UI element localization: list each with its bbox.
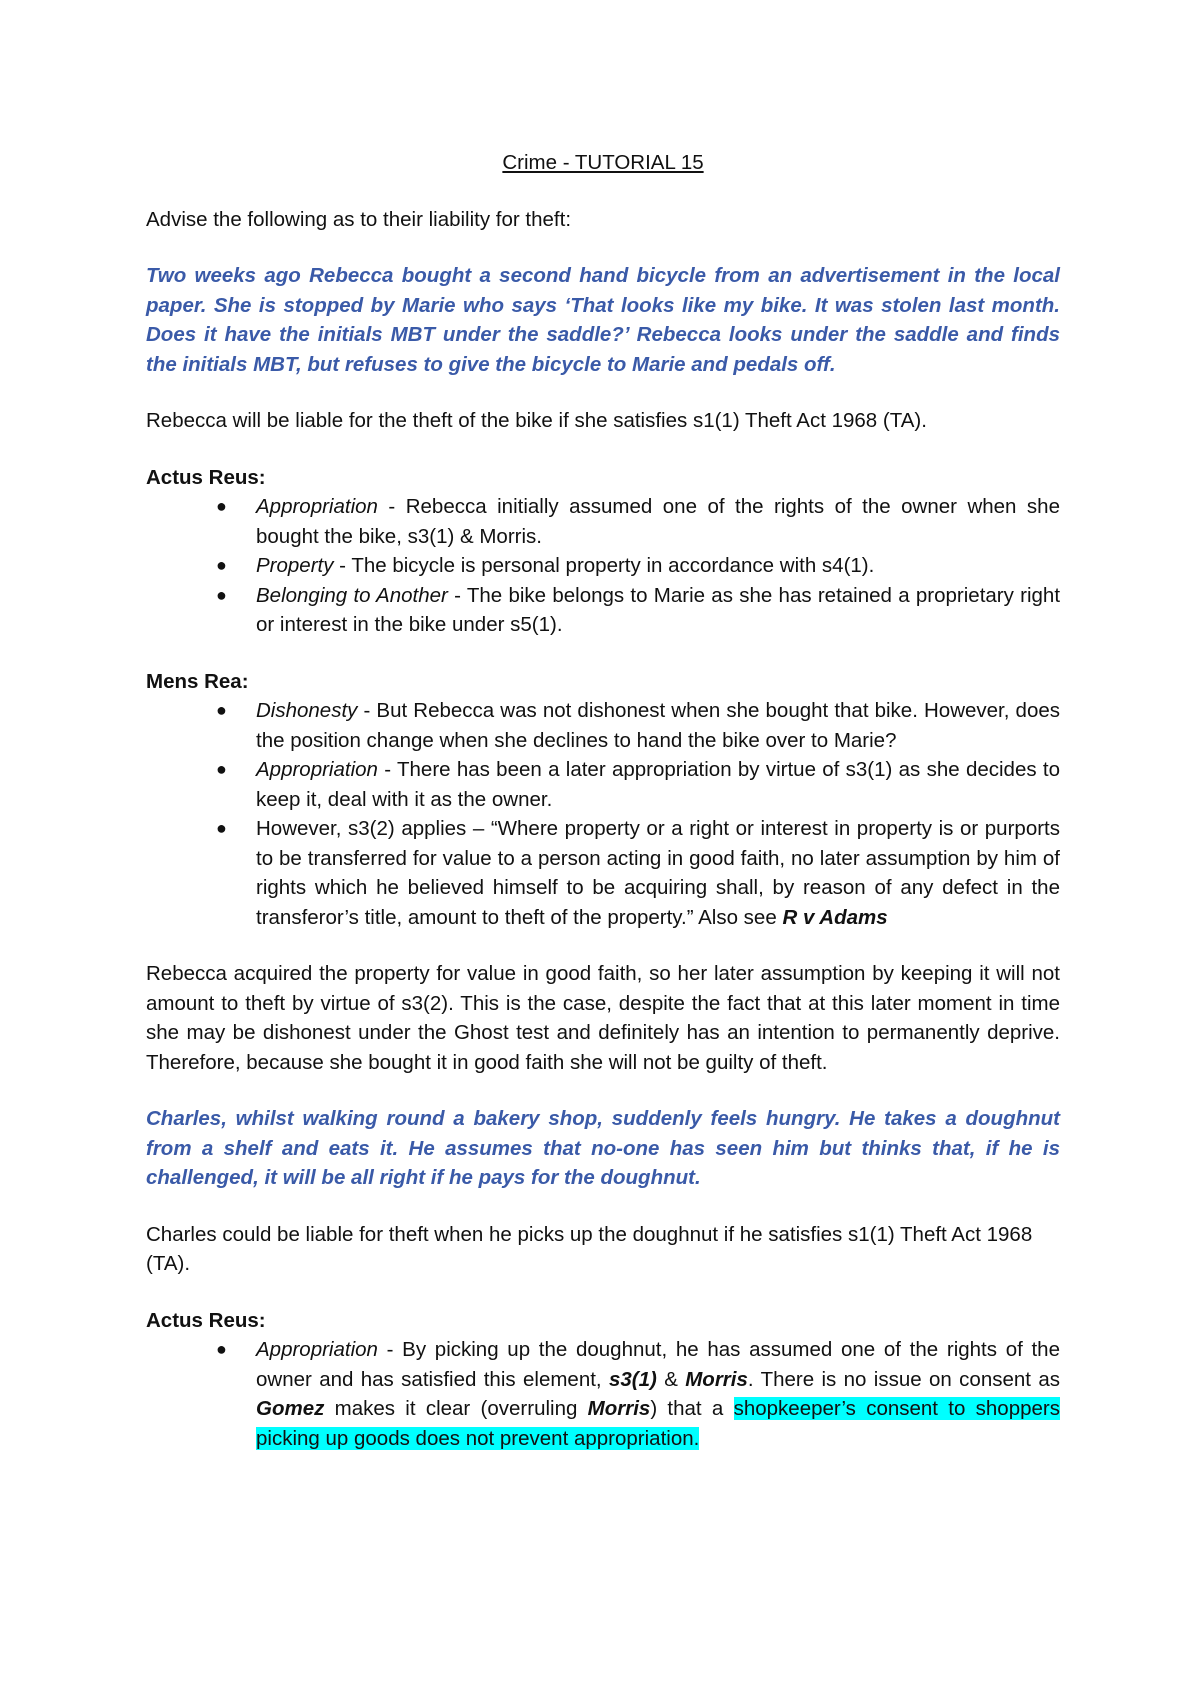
intro-text: Advise the following as to their liability for theft: [146, 207, 572, 231]
actus-reus-heading-charles: Actus Reus: [146, 1308, 266, 1332]
list-item-text: & [656, 1367, 686, 1391]
list-item-text: - There has been a later appropriation by virtue of s3(1) as she decides to keep it, deal with it as the owner. [256, 758, 1060, 811]
document-title: Crime - TUTORIAL 15 [502, 151, 704, 174]
bullet-icon: ● [216, 584, 227, 605]
case-name: Gomez [256, 1397, 325, 1420]
list-item-term: Appropriation [256, 1338, 378, 1361]
list-item-text: makes it clear (overruling [324, 1397, 588, 1420]
mens-rea-heading: Mens Rea: [146, 669, 249, 693]
scenario-charles: Charles, whilst walking round a bakery shop, suddenly feels hungry. He takes a doughnut from a shelf and eats it. He assumes that no-one has seen him but thinks that, if he is challenged, it will be all right if he pays for the doughnut. [146, 1107, 1060, 1189]
list-item-text: - But Rebecca was not dishonest when she bought that bike. However, does the position change when she declines to hand the bike over to Marie? [256, 699, 1060, 752]
bullet-icon: ● [216, 700, 227, 720]
case-name: Morris [685, 1367, 748, 1391]
document-body [146, 148, 1060, 1453]
list-item-text: - The bicycle is personal property in accordance with s4(1). [333, 554, 875, 577]
list-item-text: ) that a [650, 1397, 734, 1420]
list-item [216, 696, 1060, 755]
list-item-text: - Rebecca initially assumed one of the rights of the owner when she bought the bike, s3(1) & Morris. [256, 495, 1060, 548]
list-item [216, 755, 1060, 814]
list-item [216, 551, 1060, 581]
highlighted-text: shopkeeper’s consent to shoppers picking up goods does not prevent appropriation. [256, 1397, 1060, 1450]
list-item-term: Dishonesty [256, 699, 358, 722]
bullet-icon: ● [216, 759, 227, 779]
list-item-text: . There is no issue on consent as [747, 1367, 1060, 1391]
list-item [216, 581, 1061, 640]
case-name: Morris [587, 1397, 651, 1420]
actus-reus-list [146, 492, 1060, 640]
answer-intro-charles: Charles could be liable for theft when he picks up the doughnut if he satisfies s1(1) Theft Act 1968 (TA). [146, 1222, 1033, 1275]
actus-reus-list-charles [146, 1335, 1060, 1453]
list-item [216, 492, 1060, 551]
list-item-term: Appropriation [256, 758, 378, 781]
case-name: s3(1) [608, 1367, 657, 1391]
answer-intro-rebecca: Rebecca will be liable for the theft of the bike if she satisfies s1(1) Theft Act 1968 (TA). [146, 409, 927, 432]
bullet-icon: ● [216, 496, 227, 516]
bullet-icon: ● [216, 818, 227, 838]
list-item-term: Property [256, 554, 334, 577]
list-item-text: However, s3(2) applies – “Where property or a right or interest in property is or purports to be transferred for value to a person acting in good faith, no later assumption by him of rights which he believed himself to be acquiring shall, by reason of any defect in the transferor’s title, amount to theft of the property.” Also see [256, 817, 1060, 929]
mens-rea-list [146, 696, 1060, 932]
list-item-text: - The bike belongs to Marie as she has retained a proprietary right or interest in the bike under s5(1). [256, 583, 1061, 636]
conclusion-rebecca: Rebecca acquired the property for value in good faith, so her later assumption by keeping it will not amount to theft by virtue of s3(2). This is the case, despite the fact that at this later moment in time she may be dishonest under the Ghost test and definitely has an intention to permanently deprive. Therefore, because she bought it in good faith she will not be guilty of theft. [146, 962, 1060, 1074]
list-item-text: - By picking up the doughnut, he has assumed one of the rights of the owner and has satisfied this element, [256, 1338, 1060, 1391]
list-item [216, 814, 1060, 932]
list-item-term: Appropriation [256, 495, 378, 518]
case-name: R v Adams [782, 905, 888, 929]
bullet-icon: ● [216, 555, 227, 575]
scenario-rebecca: Two weeks ago Rebecca bought a second hand bicycle from an advertisement in the local paper. She is stopped by Marie who says ‘That looks like my bike. It was stolen last month. Does it have the initials MBT under the saddle?’ Rebecca looks under the saddle and finds the initials MBT, but refuses to give the bicycle to Marie and pedals off. [146, 264, 1060, 376]
bullet-icon: ● [216, 1339, 227, 1359]
actus-reus-heading: Actus Reus: [146, 465, 266, 489]
list-item-term: Belonging to Another [256, 583, 448, 607]
list-item [216, 1335, 1060, 1453]
